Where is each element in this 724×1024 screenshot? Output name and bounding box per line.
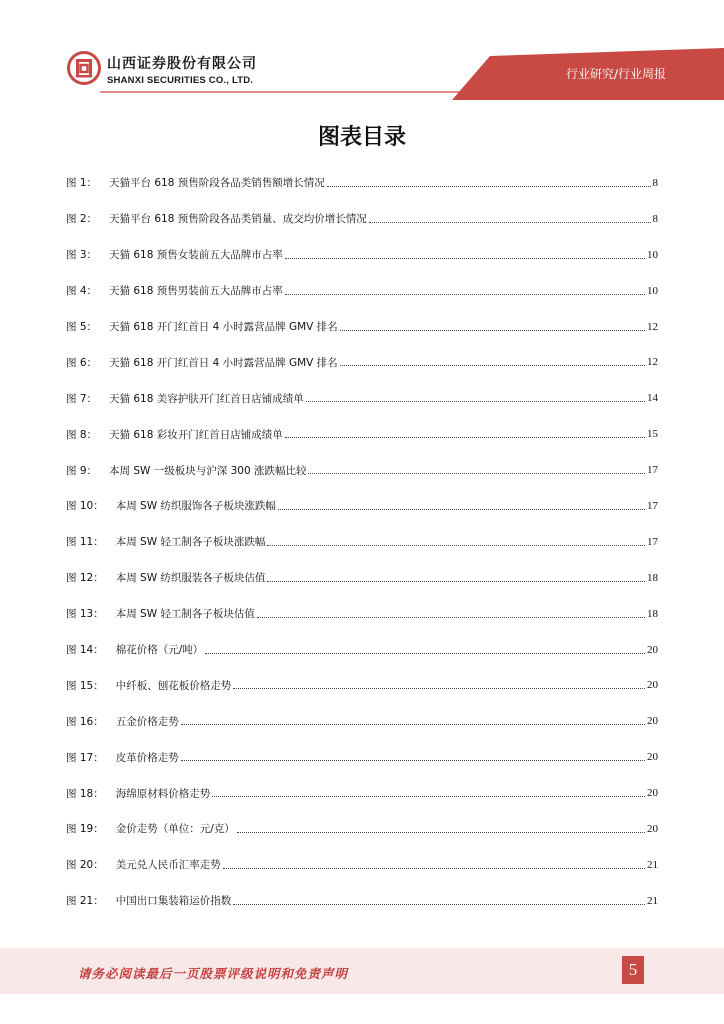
toc-entry-page: 8: [652, 176, 658, 189]
toc-dot-leader: [306, 400, 645, 402]
toc-entry-title: 天猫 618 开门红首日 4 小时露营品牌 GMV 排名: [109, 321, 338, 333]
toc-entry-page: 10: [647, 284, 658, 297]
toc-dot-leader: [278, 508, 645, 510]
toc-entry-number: 图 9：: [66, 464, 98, 477]
toc-entry[interactable]: [66, 739, 658, 775]
toc-entry-title: 天猫 618 彩妆开门红首日店铺成绩单: [109, 428, 283, 441]
toc-entry-page: 18: [647, 607, 658, 620]
toc-entry-number: 图 15：: [66, 679, 104, 692]
toc-entry[interactable]: [66, 344, 658, 380]
toc-entry[interactable]: [66, 237, 658, 273]
toc-entry-number: 图 5：: [66, 321, 98, 333]
toc-entry-number: 图 19：: [66, 823, 104, 836]
toc-entry-number: 图 13：: [66, 608, 104, 621]
table-of-figures: [66, 165, 658, 919]
toc-entry[interactable]: [66, 703, 658, 739]
toc-entry[interactable]: [66, 883, 658, 919]
toc-entry-number: 图 18：: [66, 787, 104, 800]
toc-entry-title: 本周 SW 纺织服装各子板块估值: [115, 572, 266, 585]
toc-dot-leader: [237, 831, 645, 833]
toc-entry-page: 20: [647, 822, 658, 835]
page-title: 图表目录: [317, 125, 406, 150]
toc-dot-leader: [369, 221, 651, 223]
toc-entry[interactable]: [66, 380, 658, 416]
toc-dot-leader: [205, 652, 645, 654]
toc-entry-number: 图 17：: [66, 751, 104, 764]
toc-entry[interactable]: [66, 452, 658, 488]
toc-dot-leader: [267, 580, 645, 582]
page-footer: [0, 948, 724, 994]
toc-entry-title: 本周 SW 轻工制各子板块涨跌幅: [115, 536, 266, 549]
toc-entry-page: 20: [647, 679, 658, 692]
page-header: [0, 0, 724, 100]
toc-entry-page: 21: [647, 894, 658, 907]
toc-entry[interactable]: [66, 416, 658, 452]
toc-entry-title: 皮革价格走势: [115, 751, 179, 764]
toc-entry[interactable]: [66, 309, 658, 345]
toc-entry-number: 图 12：: [66, 572, 104, 585]
toc-dot-leader: [257, 616, 645, 618]
toc-entry-title: 本周 SW 轻工制各子板块估值: [115, 608, 255, 621]
toc-entry-title: 天猫 618 预售男装前五大品牌市占率: [109, 285, 283, 298]
toc-dot-leader: [285, 257, 645, 259]
toc-entry-page: 20: [647, 751, 658, 764]
toc-dot-leader: [285, 293, 645, 295]
toc-dot-leader: [285, 436, 645, 438]
toc-entry-page: 21: [647, 858, 658, 871]
toc-dot-leader: [181, 759, 645, 761]
toc-entry[interactable]: [66, 811, 658, 847]
toc-dot-leader: [340, 329, 645, 331]
shanxi-securities-logo-icon: [67, 51, 101, 85]
company-name-en: SHANXI SECURITIES CO., LTD.: [107, 75, 254, 86]
toc-dot-leader: [327, 185, 651, 187]
toc-entry-page: 12: [647, 320, 658, 333]
toc-entry-page: 15: [647, 428, 658, 441]
toc-entry-number: 图 8：: [66, 428, 98, 441]
toc-entry-page: 20: [647, 715, 658, 728]
toc-entry-page: 8: [652, 212, 658, 225]
toc-dot-leader: [223, 867, 645, 869]
toc-entry-number: 图 10：: [66, 500, 104, 513]
toc-dot-leader: [340, 364, 645, 366]
toc-entry[interactable]: [66, 165, 658, 201]
toc-entry-title: 本周 SW 一级板块与沪深 300 涨跌幅比较: [109, 464, 307, 477]
toc-entry-page: 17: [647, 535, 658, 548]
toc-dot-leader: [181, 723, 645, 725]
toc-entry-number: 图 14：: [66, 644, 104, 657]
toc-entry-number: 图 11：: [66, 536, 104, 549]
toc-entry-number: 图 16：: [66, 715, 104, 728]
toc-entry-page: 17: [647, 499, 658, 512]
toc-entry-title: 海绵原材料价格走势: [115, 787, 211, 800]
toc-entry[interactable]: [66, 775, 658, 811]
toc-entry-number: 图 2：: [66, 213, 98, 226]
toc-dot-leader: [212, 795, 645, 797]
toc-entry-number: 图 20：: [66, 859, 104, 872]
company-name: [107, 53, 257, 86]
toc-dot-leader: [233, 687, 645, 689]
toc-entry-title: 本周 SW 纺织服饰各子板块涨跌幅: [115, 500, 276, 513]
toc-entry[interactable]: [66, 488, 658, 524]
report-category: 行业研究/行业周报: [565, 67, 666, 81]
toc-entry-title: 中国出口集装箱运价指数: [115, 895, 232, 908]
toc-entry-page: 18: [647, 571, 658, 584]
toc-dot-leader: [308, 472, 645, 474]
toc-entry-title: 天猫 618 开门红首日 4 小时露营品牌 GMV 排名: [109, 356, 338, 369]
toc-entry-number: 图 1：: [66, 177, 98, 190]
toc-entry-number: 图 4：: [66, 285, 98, 298]
toc-entry[interactable]: [66, 201, 658, 237]
toc-dot-leader: [267, 544, 645, 546]
toc-entry-page: 17: [647, 464, 658, 477]
toc-entry-title: 金价走势（单位：元/克）: [115, 823, 235, 836]
page-number: 5: [622, 956, 644, 984]
toc-entry[interactable]: [66, 667, 658, 703]
toc-entry[interactable]: [66, 596, 658, 632]
toc-entry[interactable]: [66, 847, 658, 883]
toc-entry-page: 12: [647, 356, 658, 369]
toc-entry-page: 20: [647, 787, 658, 800]
toc-entry-title: 天猫 618 美容护肤开门红首日店铺成绩单: [109, 392, 304, 405]
company-name-cn: 山西证券股份有限公司: [107, 56, 257, 72]
toc-entry-title: 中纤板、刨花板价格走势: [115, 679, 232, 692]
toc-entry-number: 图 7：: [66, 392, 98, 405]
toc-entry[interactable]: [66, 632, 658, 668]
toc-entry-number: 图 21：: [66, 895, 104, 908]
toc-entry-title: 天猫平台 618 预售阶段各品类销量、成交均价增长情况: [109, 213, 367, 226]
toc-entry-title: 天猫平台 618 预售阶段各品类销售额增长情况: [109, 177, 325, 190]
toc-entry-page: 10: [647, 248, 658, 261]
toc-entry[interactable]: [66, 273, 658, 309]
toc-entry-page: 20: [647, 643, 658, 656]
toc-entry[interactable]: [66, 524, 658, 560]
disclaimer-text: 请务必阅读最后一页股票评级说明和免责声明: [78, 966, 349, 981]
toc-entry[interactable]: [66, 560, 658, 596]
toc-entry-title: 天猫 618 预售女装前五大品牌市占率: [109, 249, 283, 262]
toc-entry-title: 棉花价格（元/吨）: [115, 644, 204, 657]
toc-entry-page: 14: [647, 392, 658, 405]
toc-dot-leader: [233, 903, 645, 905]
toc-entry-title: 美元兑人民币汇率走势: [115, 859, 221, 872]
toc-entry-number: 图 3：: [66, 249, 98, 262]
toc-entry-title: 五金价格走势: [115, 715, 179, 728]
toc-entry-number: 图 6：: [66, 356, 98, 369]
